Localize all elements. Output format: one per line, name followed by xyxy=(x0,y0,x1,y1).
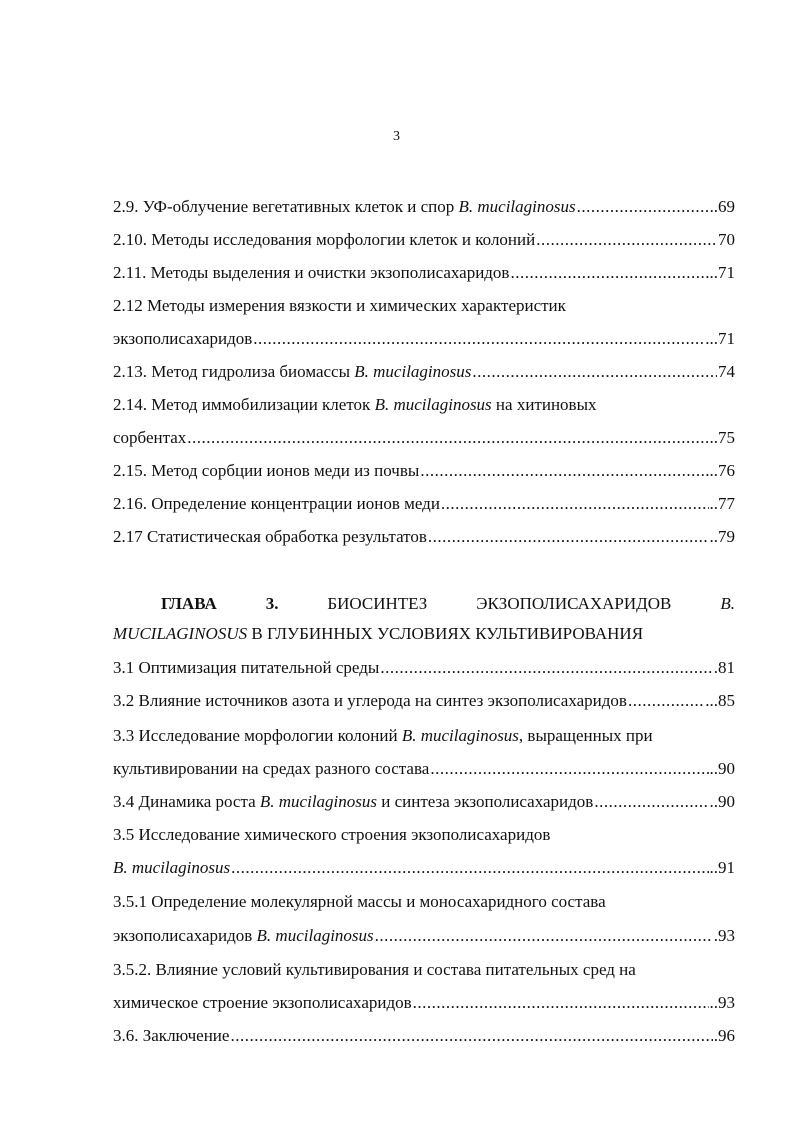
page-ref: ...76 xyxy=(705,461,735,480)
dot-leader xyxy=(536,228,717,252)
page-ref: .93 xyxy=(713,926,735,945)
page-ref: ...71 xyxy=(705,263,735,282)
toc-entry-2-10: 2.10. Методы исследования морфологии клеток и колоний ..... 70 xyxy=(113,228,735,252)
dot-leader xyxy=(231,856,708,880)
toc-entry-2-9: 2.9. УФ-облучение вегетативных клеток и спор B. mucilaginosus ..... .69 xyxy=(113,195,735,219)
dot-leader xyxy=(430,757,708,781)
toc-entry-3-3: 3.3 Исследование морфологии колоний B. mucilaginosus, выращенных при xyxy=(113,726,653,745)
toc-entry-3-5-1: 3.5.1 Определение молекулярной массы и моносахаридного состава xyxy=(113,892,606,911)
dot-leader xyxy=(230,1024,712,1048)
dot-leader xyxy=(380,656,712,680)
dot-leader xyxy=(441,492,709,516)
page-ref: .96 xyxy=(713,1026,735,1045)
toc-entry-3-5-2: 3.5.2. Влияние условий культивирования и состава питательных сред на xyxy=(113,960,636,979)
page-ref: ...85 xyxy=(705,691,735,710)
dot-leader xyxy=(375,924,713,948)
toc-entry-3-2: 3.2 Влияние источников азота и углерода на синтез экзополисахаридов ..... ...85 xyxy=(113,689,735,713)
toc-entry-3-5-cont: B. mucilaginosus ..... ..91 xyxy=(113,856,735,880)
dot-leader xyxy=(428,525,709,549)
page-ref: ..93 xyxy=(709,993,735,1012)
page-ref: ..90 xyxy=(709,792,735,811)
toc-entry-2-15: 2.15. Метод сорбции ионов меди из почвы ..... ...76 xyxy=(113,459,735,483)
page-ref: .69 xyxy=(713,197,735,216)
page-ref: ..90 xyxy=(709,759,735,778)
toc-entry-3-5-1-cont: экзополисахаридов B. mucilaginosus ..... .93 xyxy=(113,924,735,948)
toc-entry-3-5-2-cont: химическое строение экзополисахаридов ..... ..93 xyxy=(113,991,735,1015)
toc-entry-2-16: 2.16. Определение концентрации ионов меди ..... ..77 xyxy=(113,492,735,516)
dot-leader xyxy=(594,790,708,814)
page-ref: ..77 xyxy=(709,494,735,513)
toc-entry-2-11: 2.11. Методы выделения и очистки экзополисахаридов ..... ...71 xyxy=(113,261,735,285)
page-ref: ..79 xyxy=(709,527,735,546)
toc-entry-2-14-cont: сорбентах ..... ..75 xyxy=(113,426,735,450)
dot-leader xyxy=(413,991,709,1015)
toc-entry-2-14: 2.14. Метод иммобилизации клеток B. mucilaginosus на хитиновых xyxy=(113,395,597,414)
page-ref: .81 xyxy=(713,658,735,677)
dot-leader xyxy=(187,426,708,450)
toc-entry-3-1: 3.1 Оптимизация питательной среды ..... .81 xyxy=(113,656,735,680)
chapter-heading-line2: MUCILAGINOSUS В ГЛУБИННЫХ УСЛОВИЯХ КУЛЬТИВИРОВАНИЯ xyxy=(113,624,644,643)
page-ref: 74 xyxy=(718,362,735,381)
toc-entry-3-4: 3.4 Динамика роста B. mucilaginosus и синтеза экзополисахаридов ..... ..90 xyxy=(113,790,735,814)
dot-leader xyxy=(472,360,717,384)
chapter-heading: ГЛАВА 3. БИОСИНТЕЗ ЭКЗОПОЛИСАХАРИДОВ B. xyxy=(161,594,735,613)
toc-entry-2-12-cont: экзополисахаридов ..... ...71 xyxy=(113,327,735,351)
toc-entry-2-17: 2.17 Статистическая обработка результатов ..... ..79 xyxy=(113,525,735,549)
page-number: 3 xyxy=(393,129,400,144)
dot-leader xyxy=(510,261,704,285)
toc-entry-3-6: 3.6. Заключение ..... .96 xyxy=(113,1024,735,1048)
page-ref: 70 xyxy=(718,230,735,249)
dot-leader xyxy=(420,459,704,483)
dot-leader xyxy=(628,689,704,713)
dot-leader xyxy=(577,195,713,219)
toc-entry-3-3-cont: культивировании на средах разного состава ..... ..90 xyxy=(113,757,735,781)
toc-entry-2-13: 2.13. Метод гидролиза биомассы B. mucilaginosus ..... 74 xyxy=(113,360,735,384)
toc-entry-2-12: 2.12 Методы измерения вязкости и химических характеристик xyxy=(113,296,566,315)
page-ref: ...71 xyxy=(705,329,735,348)
page-ref: ..91 xyxy=(709,858,735,877)
dot-leader xyxy=(253,327,704,351)
toc-entry-3-5: 3.5 Исследование химического строения экзополисахаридов xyxy=(113,825,551,844)
page-ref: ..75 xyxy=(709,428,735,447)
